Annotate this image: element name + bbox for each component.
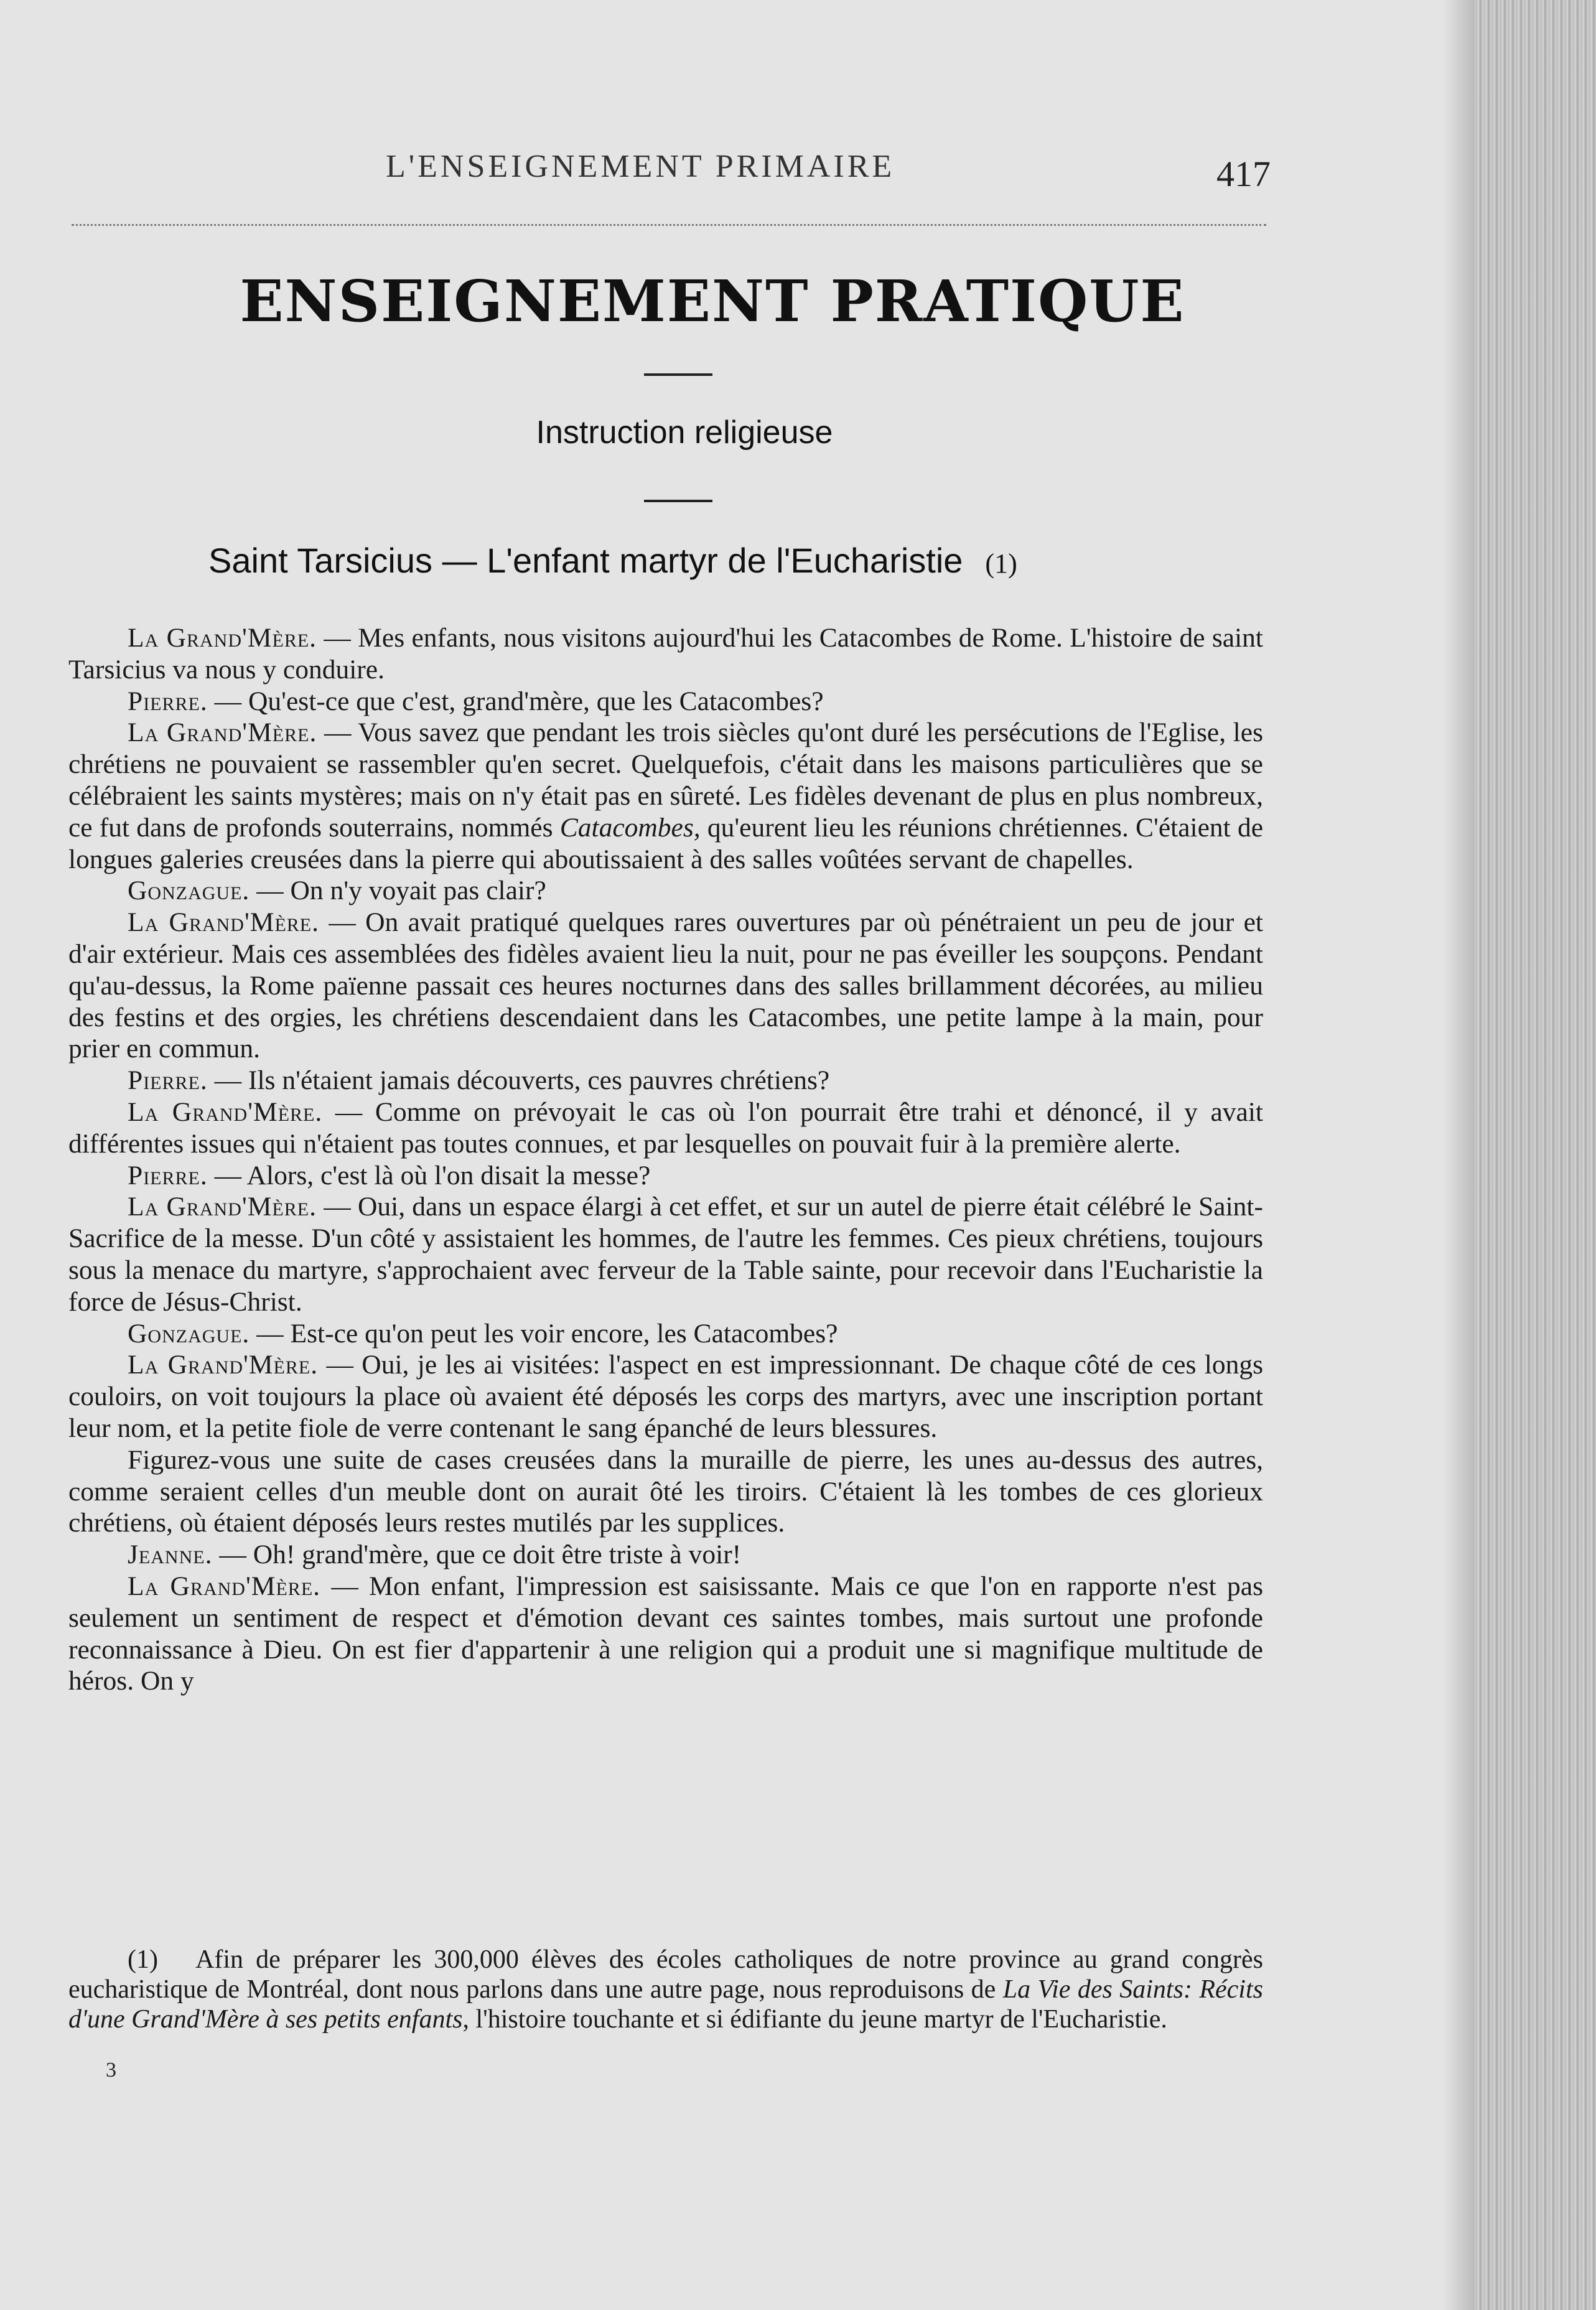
footnote-paragraph — [68, 1945, 1263, 2034]
dialogue-paragraph — [68, 622, 1263, 686]
speaker-name: La Grand'Mère. — [128, 623, 317, 653]
speaker-name: La Grand'Mère. — [128, 1097, 323, 1127]
speaker-name: La Grand'Mère. — [128, 1571, 321, 1601]
dialogue-text: Figurez-vous une suite de cases creusées dans la muraille de pierre, les unes au-dessus des autres, comme seraient celles d'un meuble dont on aurait ôté les tiroirs. C'étaient là les tombes de ces glorieux chrétiens, où étaient déposés leurs restes mutilés par les supplices. — [68, 1444, 1263, 1538]
footnote-source-title: La Vie des Saints: Récits d'une Grand'Mère à ses petits enfants — [68, 1975, 1263, 2034]
dialogue-paragraph — [68, 1349, 1263, 1444]
speaker-name: La Grand'Mère. — [128, 1192, 317, 1222]
article-body — [68, 622, 1263, 1697]
footnote-text-before: Afin de préparer les 300,000 élèves des écoles catholiques de notre province au grand congrès eucharistique de Montréal, dont nous parlons dans une autre page, nous reproduisons de — [68, 1945, 1263, 2004]
speaker-name: La Grand'Mère. — [128, 1350, 319, 1380]
dialogue-text: — On n'y voyait pas clair? — [256, 876, 546, 906]
dialogue-text: — Oui, dans un espace élargi à cet effet, et sur un autel de pierre était célébré le Saint-Sacrifice de la messe. D'un côté y assistaient les hommes, de l'autre les femmes. Ces pieux chrétiens, toujours sous la menace du martyre, s'approchaient avec ferveur de la Table sainte, pour recevoir dans l'Eucharistie la force de Jésus-Christ. — [68, 1192, 1264, 1317]
dialogue-paragraph — [68, 717, 1263, 875]
footnote — [68, 1945, 1263, 2034]
speaker-name: La Grand'Mère. — [128, 907, 320, 938]
dialogue-paragraph — [68, 1318, 1263, 1350]
dialogue-text: — Oui, je les ai visitées: l'aspect en est impressionnant. De chaque côté de ces longs couloirs, on voit toujours la place où avaient été déposés les corps des martyrs, avec une inscription portant leur nom, et la petite fiole de verre contenant le sang épanché de leurs blessures. — [68, 1350, 1263, 1443]
footnote-reference: (1) — [985, 548, 1017, 579]
dialogue-text: — Mon enfant, l'impression est saisissante. Mais ce que l'on en rapporte n'est pas seulement un sentiment de respect et d'émotion devant ces saintes tombes, mais surtout une profonde reconnaissance à Dieu. On est fier d'appartenir à une religion qui a produit une si magnifique multitude de héros. On y — [68, 1571, 1263, 1696]
dialogue-paragraph — [68, 875, 1263, 907]
dialogue-paragraph — [68, 1160, 1263, 1192]
speaker-name: Gonzague. — [128, 1318, 250, 1349]
speaker-name: La Grand'Mère. — [128, 718, 317, 748]
speaker-name: Pierre. — [128, 1160, 208, 1190]
page-edge — [1475, 0, 1596, 2310]
subsection-title: Instruction religieuse — [536, 414, 833, 451]
dialogue-paragraph — [68, 1097, 1263, 1160]
speaker-name: Gonzague. — [128, 876, 250, 906]
dialogue-text: — Est-ce qu'on peut les voir encore, les Catacombes? — [256, 1318, 838, 1349]
section-title: ENSEIGNEMENT PRATIQUE — [240, 268, 1185, 335]
dialogue-paragraph — [68, 907, 1263, 1065]
speaker-name: Jeanne. — [128, 1540, 213, 1570]
dialogue-paragraph — [68, 1539, 1263, 1571]
footnote-text-after: , l'histoire touchante et si édifiante du jeune martyr de l'Eucharistie. — [462, 2005, 1167, 2034]
speaker-name: Pierre. — [128, 686, 208, 716]
dialogue-text: — Comme on prévoyait le cas où l'on pourrait être trahi et dénoncé, il y avait différentes issues qui n'étaient pas toutes connues, et par lesquelles on pouvait fuir à la première alerte. — [68, 1097, 1263, 1159]
dialogue-paragraph — [68, 1065, 1263, 1097]
page-gutter-shadow — [1444, 0, 1475, 2310]
footnote-marker: (1) — [128, 1945, 158, 1974]
speaker-name: Pierre. — [128, 1065, 208, 1096]
dialogue-text: — Ils n'étaient jamais découverts, ces pauvres chrétiens? — [214, 1065, 830, 1096]
dialogue-text: — On avait pratiqué quelques rares ouvertures par où pénétraient un peu de jour et d'air extérieur. Mais ces assemblées des fidèles avaient lieu la nuit, pour ne pas éveiller les soupçons. Pendant qu'au-dessus, la Rome païenne passait ces heures nocturnes dans des salles brillamment décorées, au milieu des festins et des orgies, les chrétiens descendaient dans les Catacombes, une petite lampe à la main, pour prier en commun. — [68, 907, 1264, 1064]
title-divider — [644, 373, 712, 376]
dialogue-paragraph — [68, 686, 1263, 718]
page-number: 417 — [1216, 154, 1271, 194]
dialogue-paragraph — [68, 1571, 1263, 1697]
article-title-text: Saint Tarsicius — L'enfant martyr de l'Eucharistie — [208, 541, 963, 580]
dialogue-text: — Vous savez que pendant les trois siècles qu'ont duré les persécutions de l'Eglise, les chrétiens ne pouvaient se rassembler qu'en secret. Quelquefois, c'était dans les maisons particulières que se célébraient les saints mystères; mais on n'y était pas en sûreté. Les fidèles devenant de plus en plus nombreux, ce fut dans de profonds souterrains, nommés Catacombes, qu'eurent lieu les réunions chrétiennes. C'étaient de longues galeries creusées dans la pierre qui aboutissaient à des salles voûtées servant de chapelles. — [68, 718, 1264, 874]
dialogue-paragraph — [68, 1444, 1263, 1539]
dialogue-text: — Alors, c'est là où l'on disait la messe? — [214, 1160, 651, 1190]
signature-mark: 3 — [106, 2059, 116, 2082]
header-rule — [72, 224, 1266, 226]
dialogue-text: — Qu'est-ce que c'est, grand'mère, que les Catacombes? — [214, 686, 824, 716]
dialogue-text: — Mes enfants, nous visitons aujourd'hui les Catacombes de Rome. L'histoire de saint Tarsicius va nous y conduire. — [68, 623, 1264, 685]
dialogue-text: — Oh! grand'mère, que ce doit être triste à voir! — [219, 1540, 742, 1570]
article-title — [208, 540, 1017, 581]
running-title: L'ENSEIGNEMENT PRIMAIRE — [386, 149, 895, 184]
dialogue-paragraph — [68, 1191, 1263, 1317]
subtitle-divider — [644, 500, 712, 502]
